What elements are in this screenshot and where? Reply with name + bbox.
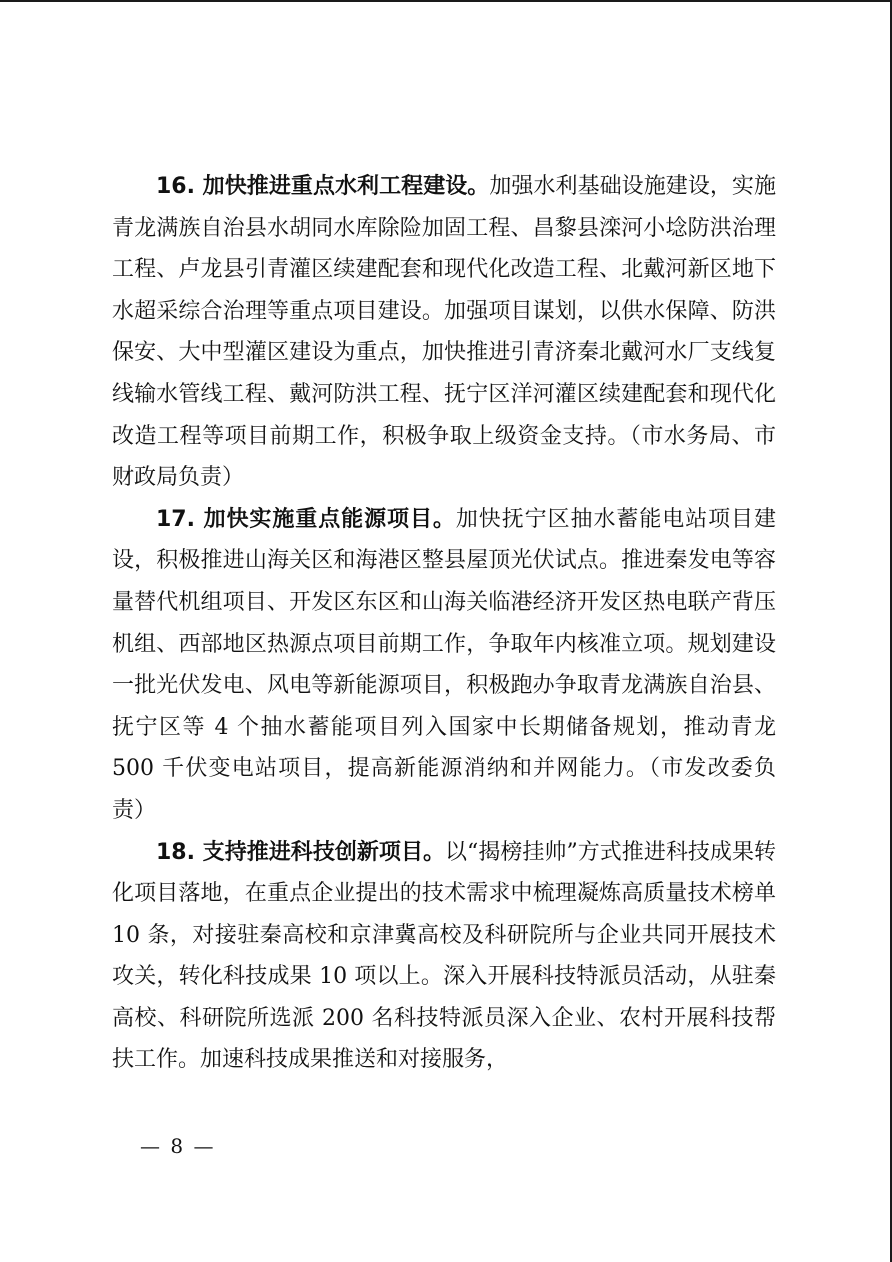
paragraph-17-heading: 17. 加快实施重点能源项目。 — [156, 506, 456, 532]
paragraph-16-body: 加强水利基础设施建设，实施青龙满族自治县水胡同水库除险加固工程、昌黎县滦河小埝防洪治理工程、卢龙县引青灌区续建配套和现代化改造工程、北戴河新区地下水超采综合治理等重点项目建设。加强项目谋划，以供水保障、防洪保安、大中型灌区建设为重点，加快推进引青济秦北戴河水厂支线复线输水管线工程、戴河防洪工程、抚宁区洋河灌区续建配套和现代化改造工程等项目前期工作，积极争取上级资金支持。（市水务局、市财政局负责） — [112, 174, 776, 491]
paragraph-16 — [112, 166, 776, 499]
document-body — [112, 166, 776, 1081]
page-number: — 8 — — [140, 1134, 216, 1158]
paragraph-18-body: 以“揭榜挂帅”方式推进科技成果转化项目落地，在重点企业提出的技术需求中梳理凝炼高质量技术榜单 10 条，对接驻秦高校和京津冀高校及科研院所与企业共同开展技术攻关，转化科技成果 10 项以上。深入开展科技特派员活动，从驻秦高校、科研院所选派 200 名科技特派员深入企业、农村开展科技帮扶工作。加速科技成果推送和对接服务， — [112, 839, 776, 1073]
paragraph-17-body: 加快抚宁区抽水蓄能电站项目建设，积极推进山海关区和海港区整县屋顶光伏试点。推进秦发电等容量替代机组项目、开发区东区和山海关临港经济开发区热电联产背压机组、西部地区热源点项目前期工作，争取年内核准立项。规划建设一批光伏发电、风电等新能源项目，积极跑办争取青龙满族自治县、抚宁区等 4 个抽水蓄能项目列入国家中长期储备规划，推动青龙 500 千伏变电站项目，提高新能源消纳和并网能力。（市发改委负责） — [112, 506, 776, 823]
paragraph-17 — [112, 499, 776, 832]
paragraph-18 — [112, 832, 776, 1082]
paragraph-16-heading: 16. 加快推进重点水利工程建设。 — [156, 174, 490, 199]
paragraph-18-heading: 18. 支持推进科技创新项目。 — [156, 839, 446, 865]
